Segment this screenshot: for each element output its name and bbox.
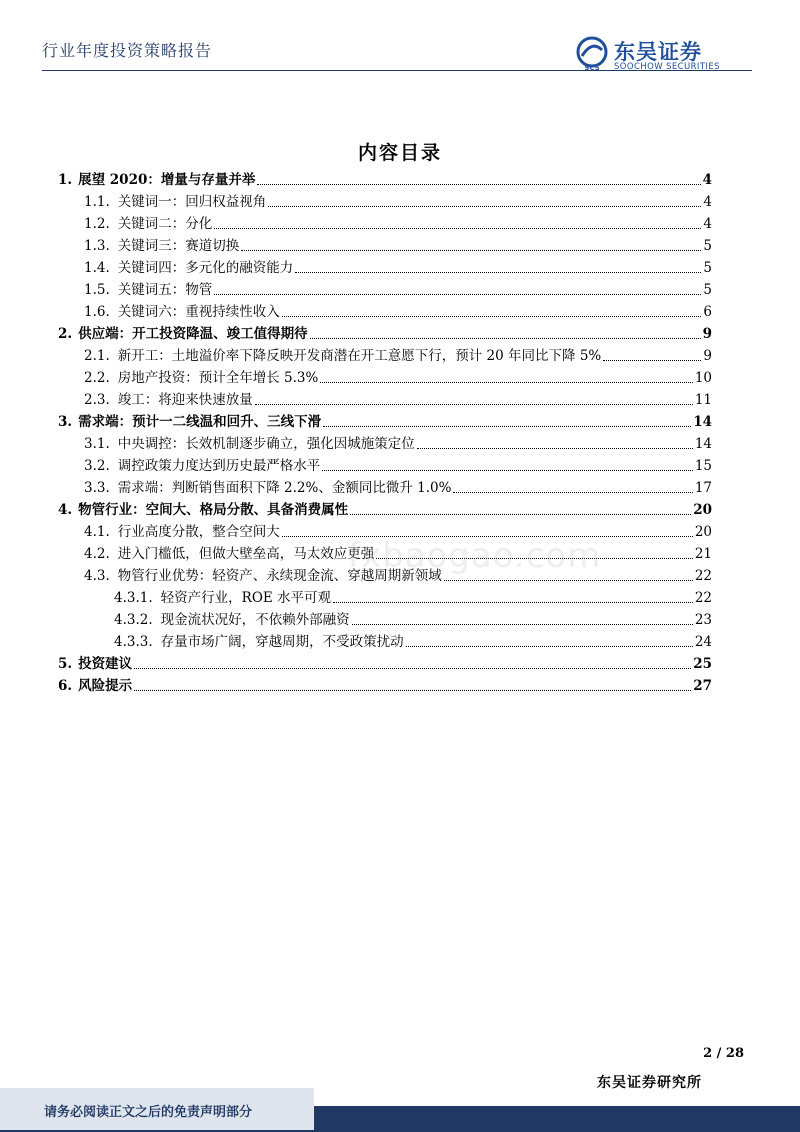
logo-mark-icon	[574, 36, 610, 72]
toc-dot-leader	[310, 338, 701, 339]
toc-dot-leader	[295, 272, 701, 273]
toc-dot-leader	[257, 184, 700, 185]
toc-dot-leader	[453, 492, 692, 493]
toc-entry-page: 5	[703, 260, 712, 276]
toc-entry-4-3-3[interactable]	[58, 628, 712, 650]
toc-entry-number: 3.	[58, 414, 73, 430]
toc-entry-1-3[interactable]	[58, 232, 712, 254]
toc-entry-page: 25	[693, 656, 712, 672]
toc-dot-leader	[350, 514, 691, 515]
toc-entry-title: 新开工：土地溢价率下降反映开发商潜在开工意愿下行，预计 20 年同比下降 5%	[117, 348, 602, 364]
toc-dot-leader	[322, 470, 693, 471]
toc-entry-title: 调控政策力度达到历史最严格水平	[117, 458, 321, 474]
toc-entry-3-2[interactable]	[58, 452, 712, 474]
toc-entry-5[interactable]	[58, 650, 712, 672]
toc-entry-1-2[interactable]	[58, 210, 712, 232]
toc-entry-title: 进入门槛低，但做大壁垒高，马太效应更强	[117, 546, 375, 562]
toc-entry-title: 竣工：将迎来快速放量	[117, 392, 253, 408]
toc-entry-number: 1.6.	[84, 304, 110, 320]
toc-dot-leader	[603, 360, 701, 361]
toc-entry-3[interactable]	[58, 408, 712, 430]
toc-dot-leader	[320, 382, 692, 383]
toc-entry-6[interactable]	[58, 672, 712, 694]
toc-entry-page: 24	[694, 634, 712, 650]
toc-entry-2-3[interactable]	[58, 386, 712, 408]
toc-entry-title: 风险提示	[78, 678, 133, 694]
toc-entry-number: 2.3.	[84, 392, 110, 408]
toc-dot-leader	[214, 294, 701, 295]
company-logo	[574, 36, 754, 72]
toc-entry-page: 23	[694, 612, 712, 628]
logo-mark-text: SCS	[584, 64, 600, 72]
toc-entry-4[interactable]	[58, 496, 712, 518]
toc-dot-leader	[352, 624, 693, 625]
toc-entry-title: 关键词六：重视持续性收入	[117, 304, 280, 320]
toc-entry-3-1[interactable]	[58, 430, 712, 452]
page-indicator: 2 / 28	[703, 1046, 744, 1061]
toc-dot-leader	[134, 690, 691, 691]
toc-entry-page: 15	[694, 458, 712, 474]
toc-entry-page: 22	[694, 590, 712, 606]
toc-entry-page: 9	[703, 348, 712, 364]
toc-entry-number: 4.2.	[84, 546, 110, 562]
toc-entry-title: 投资建议	[78, 656, 133, 672]
toc-entry-title: 展望 2020：增量与存量并举	[78, 172, 256, 188]
toc-entry-page: 21	[694, 546, 712, 562]
toc-entry-page: 4	[703, 216, 712, 232]
toc-entry-1[interactable]	[58, 166, 712, 188]
toc-entry-2-2[interactable]	[58, 364, 712, 386]
logo-chinese-name: 东吴证券	[614, 40, 702, 64]
toc-entry-4-3-2[interactable]	[58, 606, 712, 628]
footer-institute: 东吴证券研究所	[597, 1075, 702, 1091]
toc-entry-number: 6.	[58, 678, 73, 694]
toc-entry-title: 关键词五：物管	[117, 282, 213, 298]
toc-entry-title: 中央调控：长效机制逐步确立，强化因城施策定位	[117, 436, 415, 452]
toc-dot-leader	[214, 228, 701, 229]
toc-entry-page: 5	[703, 282, 712, 298]
toc-dot-leader	[406, 646, 693, 647]
toc-entry-number: 2.	[58, 326, 73, 342]
toc-dot-leader	[134, 668, 691, 669]
toc-entry-1-4[interactable]	[58, 254, 712, 276]
toc-entry-4-3-1[interactable]	[58, 584, 712, 606]
toc-entry-page: 4	[702, 172, 712, 188]
toc-entry-1-5[interactable]	[58, 276, 712, 298]
toc-entry-page: 4	[703, 194, 712, 210]
toc-dot-leader	[323, 426, 691, 427]
toc-entry-title: 关键词四：多元化的融资能力	[117, 260, 294, 276]
toc-entry-title: 物管行业优势：轻资产、永续现金流、穿越周期新领域	[117, 568, 442, 584]
toc-entry-page: 6	[703, 304, 712, 320]
toc-entry-3-3[interactable]	[58, 474, 712, 496]
toc-entry-title: 现金流状况好，不依赖外部融资	[160, 612, 350, 628]
toc-entry-title: 行业高度分散，整合空间大	[117, 524, 280, 540]
toc-title: 内容目录	[357, 142, 442, 164]
toc-entry-number: 1.4.	[84, 260, 110, 276]
toc-entry-page: 10	[694, 370, 712, 386]
toc-entry-number: 2.1.	[84, 348, 110, 364]
toc-entry-title: 轻资产行业，ROE 水平可观	[160, 590, 332, 606]
toc-entry-number: 3.1.	[84, 436, 110, 452]
toc-entry-number: 1.	[58, 172, 73, 188]
toc-entry-title: 需求端：预计一二线温和回升、三线下滑	[78, 414, 322, 430]
table-of-contents	[58, 166, 712, 694]
toc-entry-number: 1.3.	[84, 238, 110, 254]
toc-entry-number: 1.5.	[84, 282, 110, 298]
toc-entry-page: 14	[693, 414, 712, 430]
toc-entry-title: 供应端：开工投资降温、竣工值得期待	[78, 326, 308, 342]
toc-entry-number: 4.3.	[84, 568, 110, 584]
toc-entry-title: 存量市场广阔，穿越周期，不受政策扰动	[160, 634, 404, 650]
toc-dot-leader	[444, 580, 693, 581]
toc-entry-number: 4.	[58, 502, 73, 518]
toc-entry-page: 5	[703, 238, 712, 254]
toc-entry-number: 3.3.	[84, 480, 110, 496]
toc-entry-number: 4.3.3.	[114, 634, 153, 650]
toc-entry-title: 关键词二：分化	[117, 216, 213, 232]
toc-entry-page: 20	[694, 524, 712, 540]
toc-entry-number: 4.3.2.	[114, 612, 153, 628]
toc-entry-number: 4.1.	[84, 524, 110, 540]
toc-entry-2[interactable]	[58, 320, 712, 342]
toc-dot-leader	[241, 250, 701, 251]
toc-entry-number: 1.2.	[84, 216, 110, 232]
toc-entry-number: 3.2.	[84, 458, 110, 474]
toc-entry-1-6[interactable]	[58, 298, 712, 320]
toc-entry-page: 22	[694, 568, 712, 584]
toc-dot-leader	[282, 316, 702, 317]
toc-entry-title: 需求端：判断销售面积下降 2.2%、金额同比微升 1.0%	[117, 480, 452, 496]
toc-entry-number: 2.2.	[84, 370, 110, 386]
toc-dot-leader	[333, 602, 693, 603]
toc-dot-leader	[255, 404, 693, 405]
toc-entry-2-1[interactable]	[58, 342, 712, 364]
toc-entry-title: 关键词三：赛道切换	[117, 238, 240, 254]
footer-disclaimer-text: 请务必阅读正文之后的免责声明部分	[44, 1105, 253, 1120]
toc-entry-title: 关键词一：回归权益视角	[117, 194, 267, 210]
toc-dot-leader	[417, 448, 693, 449]
toc-entry-page: 27	[693, 678, 712, 694]
toc-entry-page: 11	[694, 392, 712, 408]
toc-entry-page: 9	[702, 326, 712, 342]
toc-entry-number: 1.1.	[84, 194, 110, 210]
watermark: fxbaogao.com	[348, 536, 602, 576]
toc-entry-title: 物管行业：空间大、格局分散、具备消费属性	[78, 502, 349, 518]
report-type-header: 行业年度投资策略报告	[42, 41, 213, 60]
toc-entry-title: 房地产投资：预计全年增长 5.3%	[117, 370, 319, 386]
toc-dot-leader	[268, 206, 701, 207]
logo-english-name: SOOCHOW SECURITIES	[614, 62, 720, 72]
toc-entry-number: 4.3.1.	[114, 590, 153, 606]
footer-disclaimer-box	[0, 1088, 314, 1130]
toc-entry-page: 14	[694, 436, 712, 452]
toc-entry-1-1[interactable]	[58, 188, 712, 210]
toc-entry-page: 20	[693, 502, 712, 518]
toc-entry-number: 5.	[58, 656, 73, 672]
toc-entry-page: 17	[694, 480, 712, 496]
